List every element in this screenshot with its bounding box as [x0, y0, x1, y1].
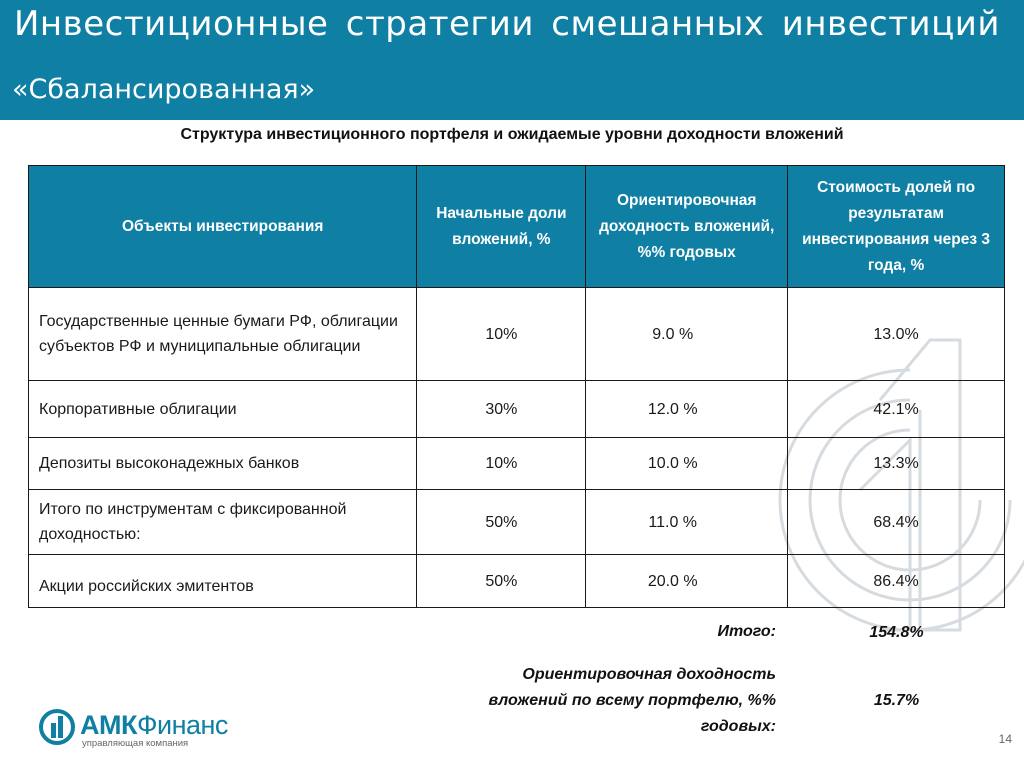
slide-subtitle: «Сбалансированная»	[12, 74, 316, 105]
row-share: 50%	[417, 490, 586, 555]
portfolio-table	[28, 165, 1005, 608]
table-row	[29, 438, 1005, 490]
slide-header	[0, 0, 1024, 120]
row-share: 10%	[417, 288, 586, 381]
amk-logo-icon	[38, 708, 76, 746]
row-name: Итого по инструментам с фиксированной доходностью:	[29, 490, 417, 555]
header-value-after-3y: Стоимость долей по результатам инвестирования через 3 года, %	[788, 166, 1005, 288]
header-initial-share: Начальные доли вложений, %	[417, 166, 586, 288]
row-value: 13.3%	[788, 438, 1005, 490]
row-name: Акции российских эмитентов	[29, 555, 417, 608]
total-value: 154.8%	[869, 624, 924, 641]
header-objects: Объекты инвестирования	[29, 166, 417, 288]
row-yield: 12.0 %	[586, 381, 788, 438]
page-number: 14	[998, 732, 1012, 746]
amk-finance-logo	[38, 708, 238, 748]
total-label: Итого:	[717, 623, 776, 640]
row-value: 68.4%	[788, 490, 1005, 555]
table-row	[29, 490, 1005, 555]
row-share: 50%	[417, 555, 586, 608]
portfolio-yield-value: 15.7%	[873, 692, 920, 709]
row-share: 30%	[417, 381, 586, 438]
row-yield: 20.0 %	[586, 555, 788, 608]
slide-title: Инвестиционные стратегии смешанных инвестиций	[14, 4, 1000, 44]
header-expected-yield: Ориентировочная доходность вложений, %% годовых	[586, 166, 788, 288]
table-caption: Структура инвестиционного портфеля и ожидаемые уровни доходности вложений	[180, 126, 844, 143]
row-value: 13.0%	[788, 288, 1005, 381]
portfolio-yield-label: Ориентировочная доходность вложений по всему портфелю, %% годовых:	[488, 666, 776, 735]
table-row	[29, 288, 1005, 381]
logo-text: АМКФинанс	[80, 710, 228, 740]
row-share: 10%	[417, 438, 586, 490]
table-row	[29, 555, 1005, 608]
logo-tagline: управляющая компания	[82, 738, 189, 749]
row-yield: 10.0 %	[586, 438, 788, 490]
row-value: 86.4%	[788, 555, 1005, 608]
row-name: Депозиты высоконадежных банков	[29, 438, 417, 490]
row-name: Государственные ценные бумаги РФ, облигации субъектов РФ и муниципальные облигации	[29, 288, 417, 381]
table-row	[29, 381, 1005, 438]
row-name: Корпоративные облигации	[29, 381, 417, 438]
row-value: 42.1%	[788, 381, 1005, 438]
row-yield: 9.0 %	[586, 288, 788, 381]
table-header-row	[29, 166, 1005, 288]
row-yield: 11.0 %	[586, 490, 788, 555]
